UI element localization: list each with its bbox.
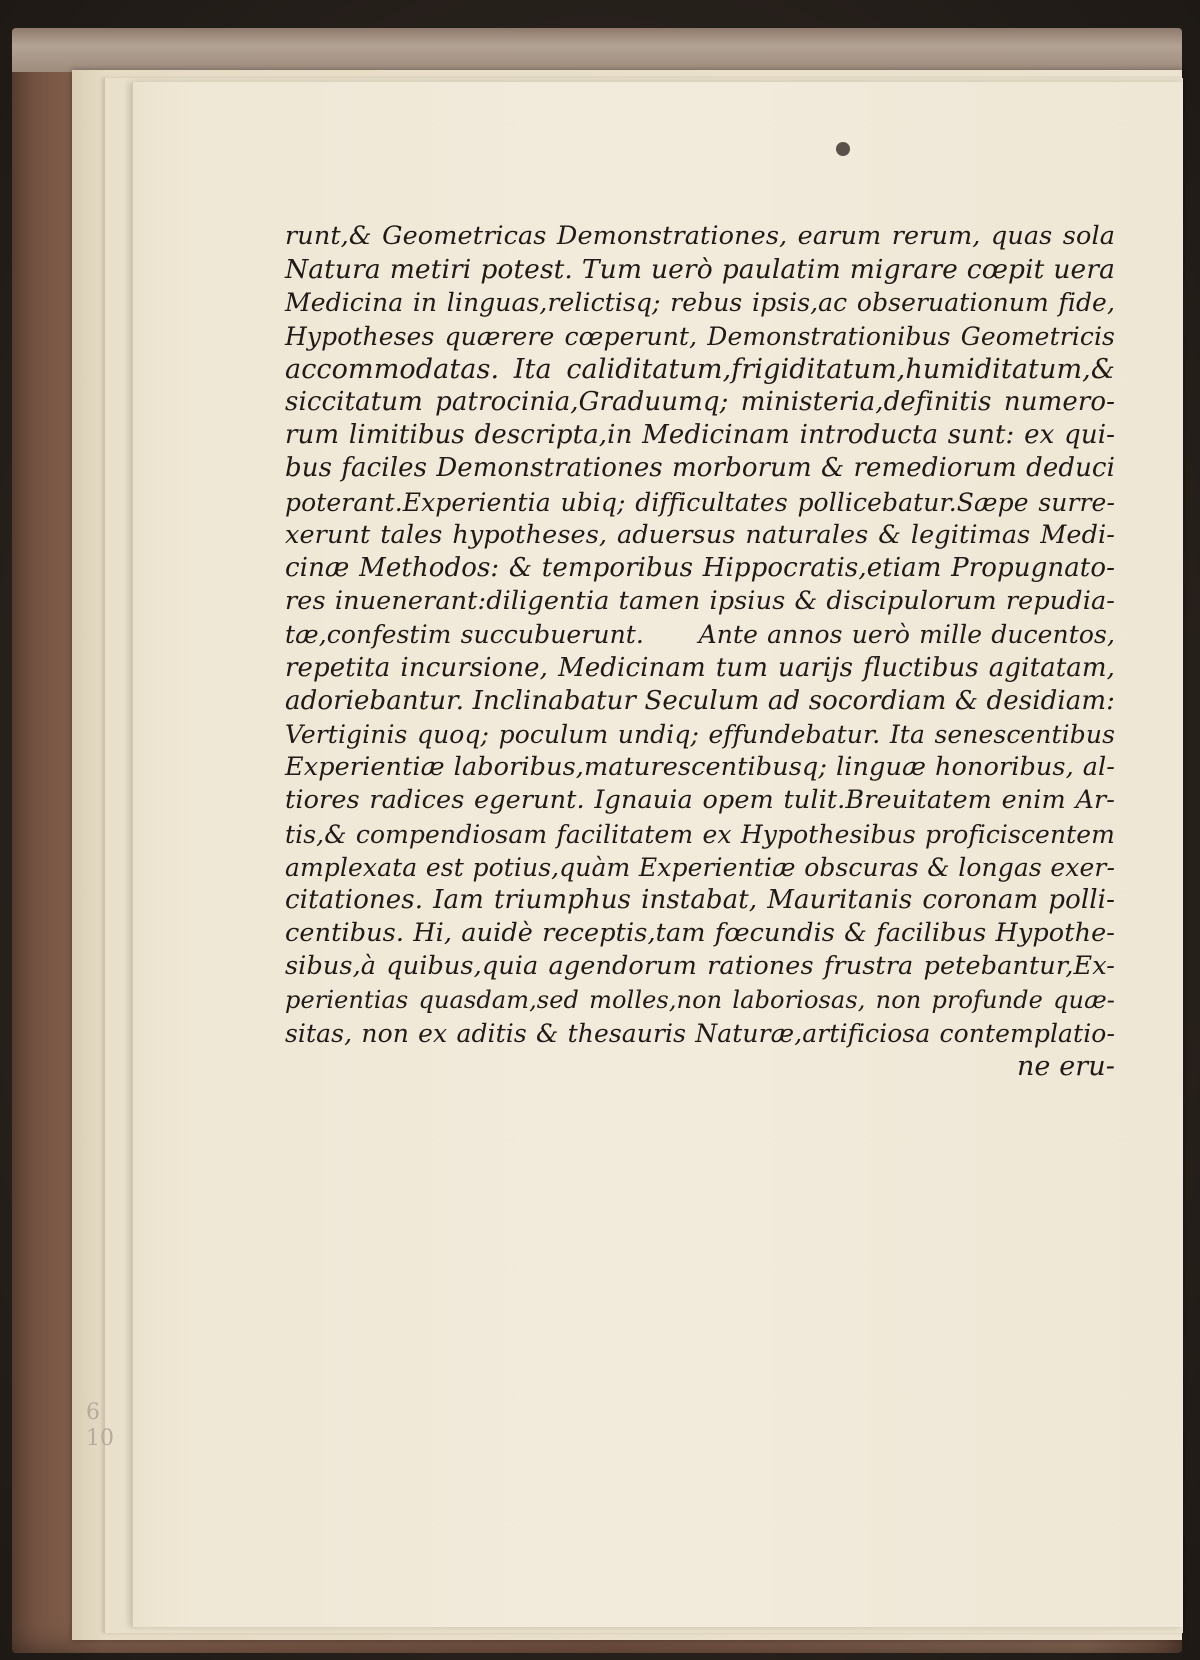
text-line: Natura metiri potest. Tum uerò paulatim migrare cœpit uera — [285, 254, 1115, 286]
text-line: Experientiæ laboribus,maturescentibusq; linguæ honoribus, al- — [285, 752, 1115, 783]
text-line: Vertiginis quoq; poculum undiq; effundebatur. Ita senescentibus — [285, 720, 1115, 750]
page-hole — [836, 142, 850, 156]
cover-top-edge — [12, 28, 1182, 72]
text-line: siccitatum patrocinia,Graduumq; ministeria,definitis numero- — [285, 387, 1115, 418]
text-line: sitas, non ex aditis & thesauris Naturæ,artificiosa contemplatio- — [285, 1018, 1115, 1048]
text-line: repetita incursione, Medicinam tum uarijs fluctibus agitatam, — [285, 652, 1115, 683]
text-line: centibus. Hi, auidè receptis,tam fœcundis & facilibus Hypothe- — [285, 918, 1115, 949]
text-line: runt,& Geometricas Demonstrationes, earum rerum, quas sola — [285, 221, 1115, 251]
text-line: Medicina in linguas,relictisq; rebus ipsis,ac obseruationum fide, — [285, 288, 1115, 318]
text-line: amplexata est potius,quàm Experientiæ obscuras & longas exer- — [285, 852, 1115, 882]
margin-pencil-note: 6 10 — [86, 1400, 114, 1451]
text-line: tis,& compendiosam facilitatem ex Hypothesibus proficiscentem — [285, 819, 1115, 849]
text-line: Hypotheses quærere cœperunt, Demonstrationibus Geometricis — [285, 321, 1115, 351]
body-text — [285, 220, 1115, 1083]
text-line: perientias quasdam,sed molles,non laboriosas, non profunde quæ- — [285, 985, 1115, 1014]
text-line: sibus,à quibus,quia agendorum rationes frustra petebantur,Ex- — [285, 951, 1115, 982]
text-line: accommodatas. Ita caliditatum,frigiditatum,humiditatum,& — [285, 353, 1115, 385]
text-line: citationes. Iam triumphus instabat, Mauritanis coronam polli- — [285, 885, 1115, 916]
catchword: ne eru- — [1016, 1051, 1115, 1083]
text-line: tiores radices egerunt. Ignauia opem tulit.Breuitatem enim Ar- — [285, 785, 1115, 816]
text-line: tæ,confestim succubuerunt. Ante annos uerò mille ducentos, — [285, 620, 1115, 650]
text-line: res inuenerant:diligentia tamen ipsius & discipulorum repudia- — [285, 586, 1115, 617]
text-line: bus faciles Demonstrationes morborum & remediorum deduci — [285, 453, 1115, 484]
text-line: xerunt tales hypotheses, aduersus naturales & legitimas Medi- — [285, 519, 1115, 550]
text-line: adoriebantur. Inclinabatur Seculum ad socordiam & desidiam: — [285, 685, 1115, 716]
text-line: cinæ Methodos: & temporibus Hippocratis,etiam Propugnato- — [285, 553, 1115, 584]
text-line: poterant.Experientia ubiq; difficultates pollicebatur.Sæpe surre- — [285, 487, 1115, 517]
text-line: rum limitibus descripta,in Medicinam introducta sunt: ex qui- — [285, 420, 1115, 451]
